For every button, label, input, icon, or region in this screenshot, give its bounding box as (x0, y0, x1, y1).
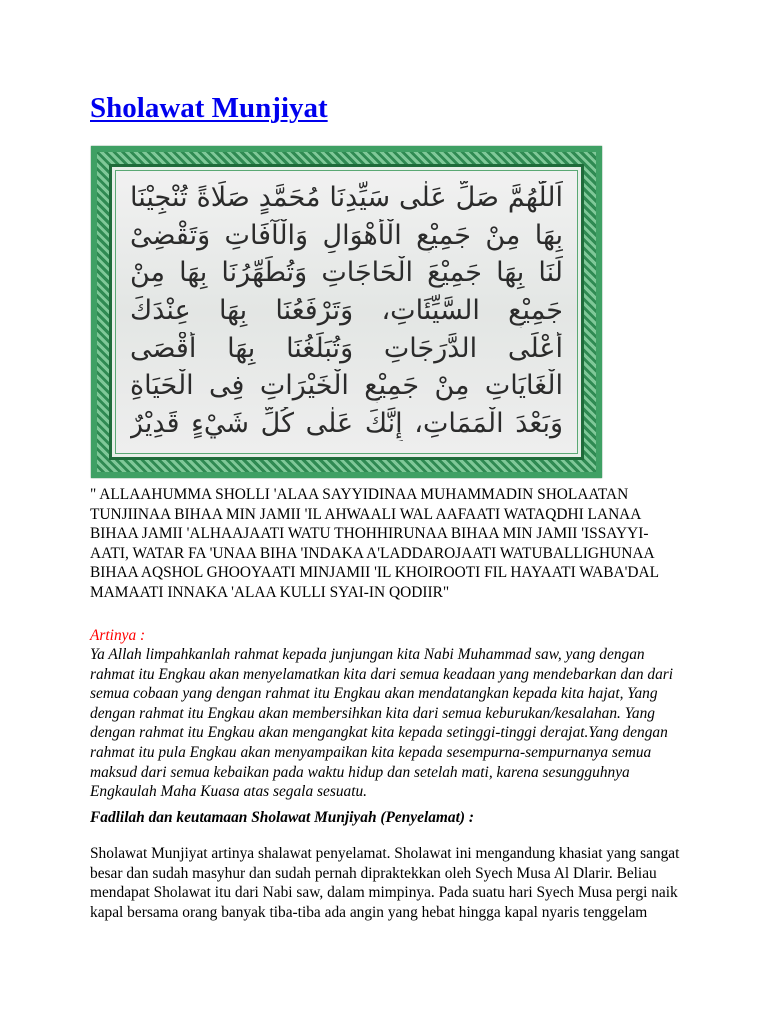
translation-line: dengan rahmat itu Engkau akan membersihkan kita dari semua keburukan/kesalahan. Yang (90, 704, 655, 722)
artinya-label: Artinya : (90, 627, 146, 644)
arabic-line: وَبَعْدَ الْمَمَاتِ، إِنَّكَ عَلٰى كُلِّ شَيْءٍ قَدِيْرٌ (130, 407, 563, 439)
arabic-line: أَعْلَى الدَّرَجَاتِ وَتُبَلِّغُنَا بِهَا أَقْصَى (130, 332, 563, 364)
body-paragraph (90, 844, 690, 922)
transliteration-line: TUNJIINAA BIHAA MIN JAMII 'IL AHWAALI WAL AAFAATI WATAQDHI LANAA (90, 505, 642, 523)
body-line: besar dan sudah masyhur dan sudah pernah dipraktekkan oleh Syech Musa Al Dlarir. Beliau (90, 864, 657, 882)
body-line: kapal bersama orang banyak tiba-tiba ada angin yang hebat hingga kapal nyaris tenggelam (90, 903, 648, 921)
arabic-line: جَمِيْعِ السَّيِّئَاتِ، وَتَرْفَعُنَا بِهَا عِنْدَكَ (130, 294, 563, 326)
translation-line: rahmat itu pula Engkau akan menyampaikan kita kepada sesempurna-sempurnanya semua (90, 743, 652, 761)
transliteration-line: " ALLAAHUMMA SHOLLI 'ALAA SAYYIDINAA MUHAMMADIN SHOLAATAN (90, 486, 629, 503)
translation-line: semua cobaan yang dengan rahmat itu Engkau akan mendatangkan kepada kita hajat, Yang (90, 685, 658, 703)
transliteration-line: MAMAATI INNAKA 'ALAA KULLI SYAI-IN QODIIR" (90, 583, 450, 601)
translation-line: Engkaulah Maha Kuasa atas segala sesuatu. (90, 783, 368, 801)
translation-paragraph (90, 645, 690, 802)
body-line: Sholawat Munjiyat artinya shalawat penyelamat. Sholawat ini mengandung khasiat yang sangat (90, 845, 680, 862)
fadlilah-heading: Fadlilah dan keutamaan Sholawat Munjiyah (Penyelamat) : (90, 809, 474, 826)
frame-inner-border (109, 164, 584, 460)
body-line: mendapat Sholawat itu dari Nabi saw, dalam mimpinya. Pada suatu hari Syech Musa pergi naik (90, 884, 678, 902)
translation-line: rahmat itu Engkau akan menyelamatkan kita dari semua keadaan yang mendebarkan dan dari (90, 665, 674, 683)
arabic-line: بِهَا مِنْ جَمِيْعِ الْأَهْوَالِ وَالْآفَاتِ وَتَقْضِىْ (130, 219, 563, 251)
arabic-line: اَللّٰهُمَّ صَلِّ عَلٰى سَيِّدِنَا مُحَمَّدٍ صَلَاةً تُنْجِيْنَا (130, 182, 563, 213)
transliteration-line: BIHAA JAMII 'ALHAAJAATI WATU THOHHIRUNAA BIHAA MIN JAMII 'ISSAYYI- (90, 525, 649, 543)
transliteration-line: AATI, WATAR FA 'UNAA BIHA 'INDAKA A'LADDAROJAATI WATUBALLIGHUNAA (90, 544, 655, 562)
translation-line: dengan rahmat itu Engkau akan mengangkat kita kepada setinggi-tinggi derajat.Yang dengan (90, 724, 668, 742)
calligraphy-image (91, 146, 602, 478)
ornamental-border (97, 152, 596, 472)
arabic-calligraphy-panel (115, 170, 578, 454)
transliteration-paragraph (90, 485, 690, 603)
translation-line: Ya Allah limpahkanlah rahmat kepada junjungan kita Nabi Muhammad saw, yang dengan (90, 646, 645, 663)
arabic-line: الْغَايَاتِ مِنْ جَمِيْعِ الْخَيْرَاتِ فِى الْحَيَاةِ (130, 370, 563, 402)
arabic-line: لَنَا بِهَا جَمِيْعَ الْحَاجَاتِ وَتُطَهِّرُنَا بِهَا مِنْ (130, 257, 563, 289)
page-title-link[interactable]: Sholawat Munjiyat (90, 92, 328, 124)
translation-line: maksud dari semua kebaikan pada waktu hidup dan setelah mati, karena sesungguhnya (90, 763, 630, 781)
transliteration-line: BIHAA AQSHOL GHOOYAATI MINJAMII 'IL KHOIROOTI FIL HAYAATI WABA'DAL (90, 564, 659, 582)
